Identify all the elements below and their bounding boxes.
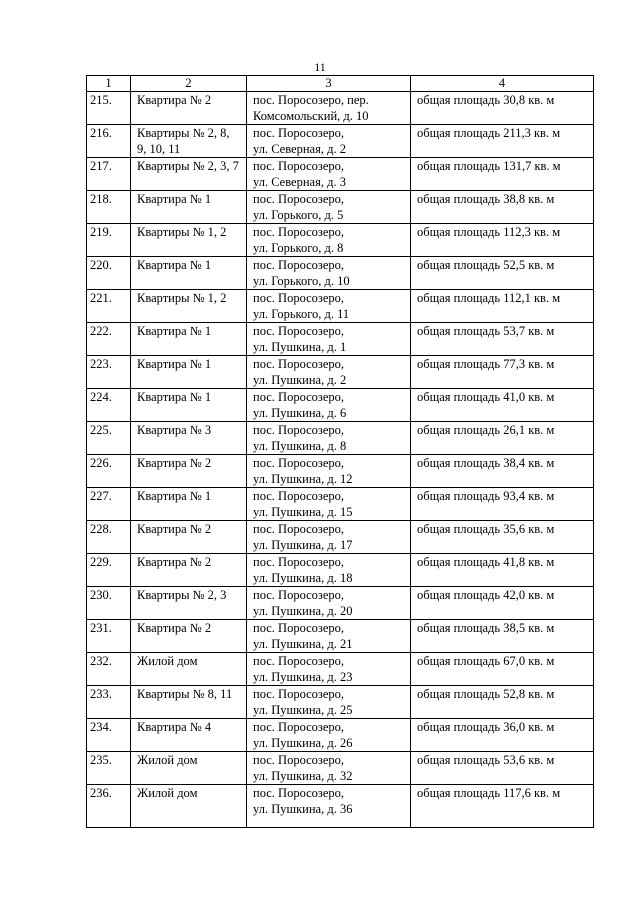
table-row: [87, 521, 594, 554]
area-cell: общая площадь 93,4 кв. м: [411, 488, 594, 521]
address-line-1: пос. Поросозеро,: [253, 753, 345, 767]
table-row: [87, 785, 594, 828]
address-line-2: ул. Пушкина, д. 1: [253, 339, 347, 354]
area-cell: общая площадь 67,0 кв. м: [411, 653, 594, 686]
table-row: [87, 422, 594, 455]
area-cell: общая площадь 30,8 кв. м: [411, 92, 594, 125]
table-row: [87, 389, 594, 422]
address-line-2: ул. Пушкина, д. 8: [253, 438, 347, 453]
address-line-2: ул. Горького, д. 5: [253, 207, 344, 222]
object-cell: Жилой дом: [131, 785, 247, 828]
address-cell: [247, 92, 411, 125]
address-cell: [247, 290, 411, 323]
address-line-2: ул. Пушкина, д. 23: [253, 669, 353, 684]
object-cell: Квартира № 1: [131, 389, 247, 422]
address-line-1: пос. Поросозеро, пер.: [253, 93, 369, 107]
table-row: [87, 587, 594, 620]
address-line-1: пос. Поросозеро,: [253, 390, 345, 404]
address-cell: [247, 422, 411, 455]
address-line-1: пос. Поросозеро,: [253, 192, 345, 206]
row-number-cell: 221.: [87, 290, 131, 323]
row-number-cell: 218.: [87, 191, 131, 224]
address-cell: [247, 587, 411, 620]
row-number-cell: 233.: [87, 686, 131, 719]
object-cell: Квартира № 2: [131, 92, 247, 125]
address-cell: [247, 653, 411, 686]
row-number-cell: 228.: [87, 521, 131, 554]
address-line-2: ул. Пушкина, д. 36: [253, 801, 353, 816]
row-number-cell: 227.: [87, 488, 131, 521]
header-row: [87, 76, 594, 92]
address-line-2: ул. Горького, д. 8: [253, 240, 344, 255]
address-cell: [247, 455, 411, 488]
address-cell: [247, 686, 411, 719]
row-number-cell: 219.: [87, 224, 131, 257]
area-cell: общая площадь 53,7 кв. м: [411, 323, 594, 356]
address-line-2: ул. Пушкина, д. 17: [253, 537, 353, 552]
address-line-1: пос. Поросозеро,: [253, 654, 345, 668]
address-line-2: ул. Пушкина, д. 18: [253, 570, 353, 585]
table-row: [87, 257, 594, 290]
address-cell: [247, 554, 411, 587]
address-cell: [247, 191, 411, 224]
object-cell: Квартира № 3: [131, 422, 247, 455]
area-cell: общая площадь 26,1 кв. м: [411, 422, 594, 455]
address-line-1: пос. Поросозеро,: [253, 489, 345, 503]
table-row: [87, 554, 594, 587]
address-line-1: пос. Поросозеро,: [253, 687, 345, 701]
address-line-1: пос. Поросозеро,: [253, 126, 345, 140]
row-number-cell: 223.: [87, 356, 131, 389]
table-row: [87, 488, 594, 521]
row-number-cell: 235.: [87, 752, 131, 785]
area-cell: общая площадь 117,6 кв. м: [411, 785, 594, 828]
address-cell: [247, 356, 411, 389]
area-cell: общая площадь 41,0 кв. м: [411, 389, 594, 422]
area-cell: общая площадь 112,1 кв. м: [411, 290, 594, 323]
row-number-cell: 232.: [87, 653, 131, 686]
column-header-4: 4: [411, 76, 594, 92]
address-line-2: ул. Пушкина, д. 6: [253, 405, 347, 420]
row-number-cell: 216.: [87, 125, 131, 158]
object-cell: Квартира № 2: [131, 521, 247, 554]
address-line-2: ул. Пушкина, д. 26: [253, 735, 353, 750]
table-row: [87, 719, 594, 752]
address-line-2: ул. Пушкина, д. 2: [253, 372, 347, 387]
object-cell: Квартиры № 1, 2: [131, 290, 247, 323]
address-cell: [247, 752, 411, 785]
area-cell: общая площадь 211,3 кв. м: [411, 125, 594, 158]
address-line-1: пос. Поросозеро,: [253, 357, 345, 371]
area-cell: общая площадь 36,0 кв. м: [411, 719, 594, 752]
address-line-2: ул. Пушкина, д. 25: [253, 702, 353, 717]
address-line-1: пос. Поросозеро,: [253, 291, 345, 305]
column-header-1: 1: [87, 76, 131, 92]
area-cell: общая площадь 41,8 кв. м: [411, 554, 594, 587]
address-line-1: пос. Поросозеро,: [253, 522, 345, 536]
object-cell: Квартира № 1: [131, 488, 247, 521]
table-row: [87, 323, 594, 356]
address-line-1: пос. Поросозеро,: [253, 588, 345, 602]
area-cell: общая площадь 77,3 кв. м: [411, 356, 594, 389]
address-line-2: ул. Горького, д. 11: [253, 306, 350, 321]
page-number: 11: [314, 60, 326, 74]
address-line-1: пос. Поросозеро,: [253, 324, 345, 338]
address-cell: [247, 125, 411, 158]
row-number-cell: 222.: [87, 323, 131, 356]
object-cell: Квартиры № 1, 2: [131, 224, 247, 257]
address-cell: [247, 521, 411, 554]
address-cell: [247, 389, 411, 422]
table-row: [87, 290, 594, 323]
table-row: [87, 686, 594, 719]
column-header-3: 3: [247, 76, 411, 92]
object-cell: Квартира № 2: [131, 455, 247, 488]
property-registry-table: [86, 75, 594, 828]
area-cell: общая площадь 131,7 кв. м: [411, 158, 594, 191]
object-cell: Квартира № 1: [131, 323, 247, 356]
address-line-2: ул. Пушкина, д. 12: [253, 471, 353, 486]
row-number-cell: 224.: [87, 389, 131, 422]
address-cell: [247, 224, 411, 257]
address-cell: [247, 785, 411, 828]
address-line-1: пос. Поросозеро,: [253, 555, 345, 569]
row-number-cell: 217.: [87, 158, 131, 191]
object-cell: Квартиры № 8, 11: [131, 686, 247, 719]
area-cell: общая площадь 42,0 кв. м: [411, 587, 594, 620]
address-line-1: пос. Поросозеро,: [253, 456, 345, 470]
row-number-cell: 231.: [87, 620, 131, 653]
address-cell: [247, 257, 411, 290]
address-line-2: ул. Горького, д. 10: [253, 273, 350, 288]
area-cell: общая площадь 38,8 кв. м: [411, 191, 594, 224]
address-line-2: ул. Северная, д. 2: [253, 141, 346, 156]
address-line-1: пос. Поросозеро,: [253, 423, 345, 437]
address-cell: [247, 323, 411, 356]
address-cell: [247, 719, 411, 752]
area-cell: общая площадь 35,6 кв. м: [411, 521, 594, 554]
object-cell: Квартиры № 2, 3: [131, 587, 247, 620]
object-cell: Жилой дом: [131, 752, 247, 785]
table-row: [87, 752, 594, 785]
area-cell: общая площадь 52,8 кв. м: [411, 686, 594, 719]
area-cell: общая площадь 112,3 кв. м: [411, 224, 594, 257]
area-cell: общая площадь 38,5 кв. м: [411, 620, 594, 653]
row-number-cell: 230.: [87, 587, 131, 620]
row-number-cell: 226.: [87, 455, 131, 488]
address-line-2: Комсомольский, д. 10: [253, 108, 369, 123]
address-cell: [247, 158, 411, 191]
area-cell: общая площадь 53,6 кв. м: [411, 752, 594, 785]
address-line-1: пос. Поросозеро,: [253, 621, 345, 635]
object-cell: Квартира № 2: [131, 620, 247, 653]
table-row: [87, 125, 594, 158]
address-cell: [247, 488, 411, 521]
address-line-1: пос. Поросозеро,: [253, 258, 345, 272]
object-cell: Квартира № 1: [131, 191, 247, 224]
address-line-2: ул. Пушкина, д. 32: [253, 768, 353, 783]
row-number-cell: 236.: [87, 785, 131, 828]
table-row: [87, 455, 594, 488]
address-line-2: ул. Северная, д. 3: [253, 174, 346, 189]
address-line-1: пос. Поросозеро,: [253, 159, 345, 173]
table-row: [87, 620, 594, 653]
table-row: [87, 224, 594, 257]
row-number-cell: 234.: [87, 719, 131, 752]
object-cell: Квартира № 2: [131, 554, 247, 587]
address-line-2: ул. Пушкина, д. 20: [253, 603, 353, 618]
object-cell: Квартиры № 2, 8, 9, 10, 11: [131, 125, 247, 158]
table-row: [87, 92, 594, 125]
table-header: [87, 76, 594, 92]
table-row: [87, 653, 594, 686]
address-line-1: пос. Поросозеро,: [253, 786, 345, 800]
object-cell: Квартиры № 2, 3, 7: [131, 158, 247, 191]
object-cell: Квартира № 1: [131, 356, 247, 389]
row-number-cell: 225.: [87, 422, 131, 455]
table-body: [87, 92, 594, 828]
row-number-cell: 220.: [87, 257, 131, 290]
table-row: [87, 191, 594, 224]
address-line-2: ул. Пушкина, д. 21: [253, 636, 353, 651]
column-header-2: 2: [131, 76, 247, 92]
object-cell: Жилой дом: [131, 653, 247, 686]
table-row: [87, 356, 594, 389]
object-cell: Квартира № 1: [131, 257, 247, 290]
address-line-2: ул. Пушкина, д. 15: [253, 504, 353, 519]
area-cell: общая площадь 52,5 кв. м: [411, 257, 594, 290]
row-number-cell: 229.: [87, 554, 131, 587]
table-row: [87, 158, 594, 191]
area-cell: общая площадь 38,4 кв. м: [411, 455, 594, 488]
address-line-1: пос. Поросозеро,: [253, 720, 345, 734]
row-number-cell: 215.: [87, 92, 131, 125]
address-line-1: пос. Поросозеро,: [253, 225, 345, 239]
object-cell: Квартира № 4: [131, 719, 247, 752]
address-cell: [247, 620, 411, 653]
